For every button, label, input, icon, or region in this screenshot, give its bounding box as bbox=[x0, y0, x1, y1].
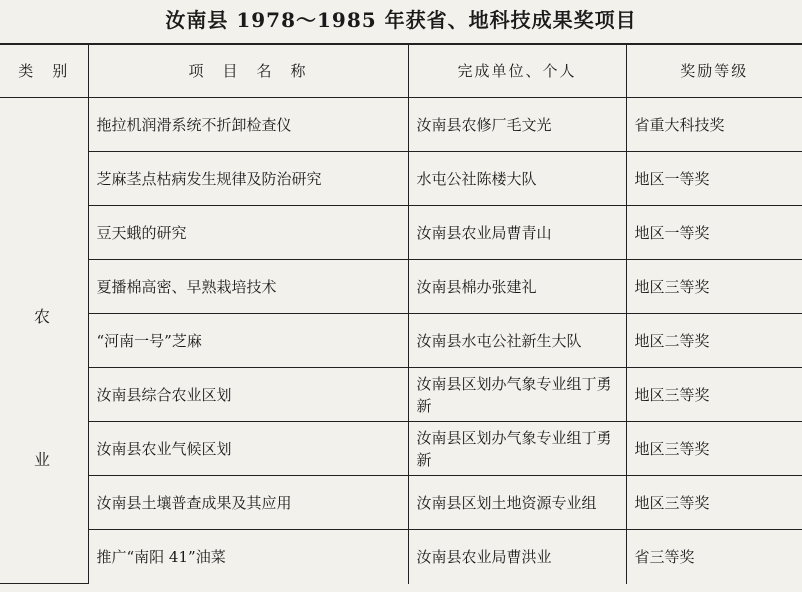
award-level: 地区三等奖 bbox=[626, 422, 802, 476]
table-row bbox=[0, 314, 802, 368]
table-row bbox=[0, 368, 802, 422]
table-row bbox=[0, 476, 802, 530]
header-project: 项 目 名 称 bbox=[88, 44, 408, 98]
unit-name: 汝南县农业局曹青山 bbox=[408, 206, 626, 260]
project-name: 汝南县综合农业区划 bbox=[88, 368, 408, 422]
project-name: 拖拉机润滑系统不折卸检查仪 bbox=[88, 98, 408, 152]
award-level: 地区一等奖 bbox=[626, 206, 802, 260]
project-name: 推广“南阳 41”油菜 bbox=[88, 530, 408, 584]
category-char-2: 业 bbox=[34, 450, 51, 469]
table-row bbox=[0, 530, 802, 584]
project-name: 芝麻茎点枯病发生规律及防治研究 bbox=[88, 152, 408, 206]
award-level: 地区三等奖 bbox=[626, 368, 802, 422]
table-row bbox=[0, 98, 802, 152]
category-cell bbox=[0, 98, 88, 584]
unit-name: 汝南县区划办气象专业组丁勇新 bbox=[408, 368, 626, 422]
header-category: 类 别 bbox=[0, 44, 88, 98]
unit-name: 汝南县区划土地资源专业组 bbox=[408, 476, 626, 530]
awards-table bbox=[0, 43, 802, 584]
award-level: 地区三等奖 bbox=[626, 260, 802, 314]
page-title: 汝南县 1978～1985 年获省、地科技成果奖项目 bbox=[165, 8, 637, 32]
unit-name: 汝南县棉办张建礼 bbox=[408, 260, 626, 314]
unit-name: 汝南县农业局曹洪业 bbox=[408, 530, 626, 584]
project-name: 汝南县农业气候区划 bbox=[88, 422, 408, 476]
award-level: 地区三等奖 bbox=[626, 476, 802, 530]
header-unit: 完成单位、个人 bbox=[408, 44, 626, 98]
award-level: 省三等奖 bbox=[626, 530, 802, 584]
project-name: 汝南县土壤普查成果及其应用 bbox=[88, 476, 408, 530]
unit-name: 汝南县区划办气象专业组丁勇新 bbox=[408, 422, 626, 476]
award-level: 省重大科技奖 bbox=[626, 98, 802, 152]
award-level: 地区二等奖 bbox=[626, 314, 802, 368]
table-row bbox=[0, 260, 802, 314]
unit-name: 汝南县农修厂毛文光 bbox=[408, 98, 626, 152]
table-header-row bbox=[0, 44, 802, 98]
unit-name: 水屯公社陈楼大队 bbox=[408, 152, 626, 206]
project-name: 豆天蛾的研究 bbox=[88, 206, 408, 260]
award-level: 地区一等奖 bbox=[626, 152, 802, 206]
table-row bbox=[0, 206, 802, 260]
table-row bbox=[0, 422, 802, 476]
project-name: “河南一号”芝麻 bbox=[88, 314, 408, 368]
header-award: 奖励等级 bbox=[626, 44, 802, 98]
table-row bbox=[0, 152, 802, 206]
unit-name: 汝南县水屯公社新生大队 bbox=[408, 314, 626, 368]
category-char-1: 农 bbox=[34, 307, 51, 326]
project-name: 夏播棉高密、早熟栽培技术 bbox=[88, 260, 408, 314]
